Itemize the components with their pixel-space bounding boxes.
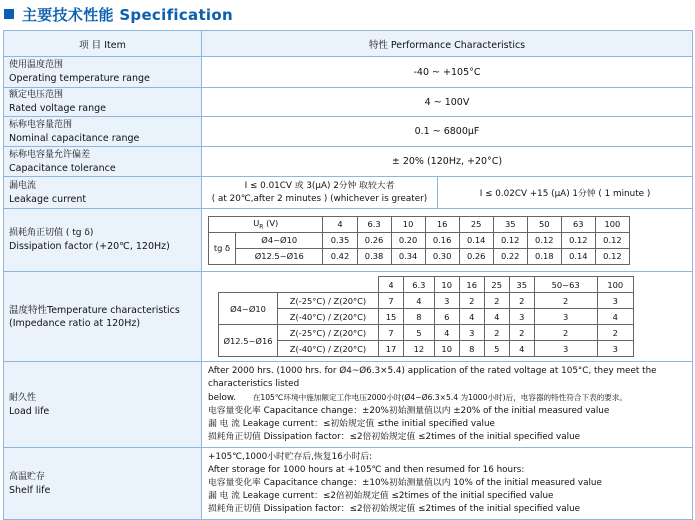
df-cell: 0.12	[527, 232, 561, 248]
voltage-cell: 16	[459, 277, 484, 293]
z-cell: 2	[459, 293, 484, 309]
row-label: 耐久性 Load life	[4, 362, 202, 448]
z-cell: 2	[534, 325, 597, 341]
header-performance: 特性 Performance Characteristics	[202, 31, 693, 57]
table-row	[219, 293, 634, 309]
size-cell: Ø4~Ø10	[219, 293, 278, 325]
z-cell: 3	[459, 325, 484, 341]
z-cell: 6	[434, 309, 459, 325]
z-cell: 4	[459, 309, 484, 325]
voltage-cell: 63	[561, 216, 595, 232]
voltage-cell: 35	[509, 277, 534, 293]
temperature-row	[4, 272, 693, 362]
table-header-row	[4, 31, 693, 57]
df-cell: 0.14	[459, 232, 493, 248]
row-label: 高温贮存 Shelf life	[4, 448, 202, 520]
df-cell: 0.12	[595, 232, 629, 248]
row-value: 0.1 ~ 6800μF	[202, 117, 693, 147]
section-header	[4, 3, 233, 25]
z-cell: 12	[404, 341, 435, 357]
dissipation-row	[4, 209, 693, 272]
table-row	[4, 117, 693, 147]
voltage-cell: 35	[493, 216, 527, 232]
df-cell: 0.12	[595, 248, 629, 264]
df-cell: 0.26	[459, 248, 493, 264]
z-cell: 3	[534, 309, 597, 325]
dissipation-table	[208, 216, 630, 265]
voltage-cell: 6.3	[404, 277, 435, 293]
z-cell: 2	[534, 293, 597, 309]
df-cell: 0.34	[391, 248, 425, 264]
voltage-cell: 100	[597, 277, 633, 293]
voltage-cell: 25	[484, 277, 509, 293]
df-cell: 0.42	[323, 248, 357, 264]
row-label: 标称电容量范围 Nominal capacitance range	[4, 117, 202, 147]
ratio-cell: Z(-25°C) / Z(20°C)	[278, 293, 379, 309]
df-cell: 0.30	[425, 248, 459, 264]
voltage-cell: 16	[425, 216, 459, 232]
df-cell: 0.14	[561, 248, 595, 264]
load-life-text: After 2000 hrs. (1000 hrs. for Ø4~Ø6.3×5.4) application of the rated voltage at 105°C, they meet the characteristics listed below. 在105℃环境中施加额定工作电压2000小时(Ø4~Ø6.3×5.4 为1000小时)后，电容器的特性符合下表的要求。 电容量变化率 Capacitance change：±20%初始测量值以内 ±20% of the initial measured value 漏 电 流 Leakage current：≤初始规定值 ≤the initial specified value 损耗角正切值 Dissipation factor：≤2倍初始规定值 ≤2times of the initial specified value	[208, 366, 657, 442]
leakage-row	[4, 177, 693, 209]
row-value: -40 ~ +105°C	[202, 57, 693, 88]
z-cell: 4	[404, 293, 435, 309]
table-row	[209, 216, 630, 232]
shelf-life-text: +105℃,1000小时贮存后,恢复16小时后: After storage for 1000 hours at +105℃ and then resumed for 16 hours: 电容量变化率 Capacitance change：±10%初始测量值以内 10% of the initial measured value 漏 电 流 Leakage current：≤2倍初始规定值 ≤2times of the initial specified value 损耗角正切值 Dissipation factor：≤2倍初始规定值 ≤2times of the initial specified value	[208, 452, 602, 514]
z-cell: 2	[484, 293, 509, 309]
table-row	[209, 248, 630, 264]
header-item: 项 目 Item	[4, 31, 202, 57]
z-cell: 17	[379, 341, 404, 357]
z-cell: 5	[404, 325, 435, 341]
z-cell: 3	[597, 341, 633, 357]
row-value: ± 20% (120Hz, +20°C)	[202, 147, 693, 177]
z-cell: 2	[509, 325, 534, 341]
voltage-cell: 4	[379, 277, 404, 293]
table-row	[219, 309, 634, 325]
ratio-cell: Z(-40°C) / Z(20°C)	[278, 341, 379, 357]
size-cell: Ø4~Ø10	[236, 232, 323, 248]
voltage-cell: 100	[595, 216, 629, 232]
df-cell: 0.38	[357, 248, 391, 264]
z-cell: 15	[379, 309, 404, 325]
table-row	[209, 232, 630, 248]
voltage-cell: 10	[391, 216, 425, 232]
voltage-cell: 25	[459, 216, 493, 232]
page-title: 主要技术性能 Specification	[22, 5, 233, 24]
z-cell: 2	[484, 325, 509, 341]
row-label: 标称电容量允许偏差 Capacitance tolerance	[4, 147, 202, 177]
ur-header: $U_R$ (V)	[209, 216, 323, 232]
load-life-row	[4, 362, 693, 448]
df-cell: 0.20	[391, 232, 425, 248]
impedance-table	[218, 276, 634, 357]
z-cell: 8	[404, 309, 435, 325]
row-label: 损耗角正切值 ( tg δ) Dissipation factor (+20℃, 120Hz)	[4, 209, 202, 272]
z-cell: 3	[434, 293, 459, 309]
table-row	[219, 277, 634, 293]
df-cell: 0.12	[493, 232, 527, 248]
voltage-cell: 10	[434, 277, 459, 293]
z-cell: 3	[534, 341, 597, 357]
spec-table	[3, 30, 693, 520]
z-cell: 3	[509, 309, 534, 325]
table-row	[4, 88, 693, 117]
leakage-right: I ≤ 0.02CV +15 (μA) 1分钟 ( 1 minute )	[479, 189, 651, 199]
z-cell: 5	[484, 341, 509, 357]
z-cell: 10	[434, 341, 459, 357]
z-cell: 2	[597, 325, 633, 341]
leakage-left: I ≤ 0.01CV 或 3(μA) 2分钟 取较大者 ( at 20℃,after 2 minutes ) (whichever is greater)	[202, 177, 438, 208]
row-label: 漏电流 Leakage current	[4, 177, 202, 209]
z-cell: 4	[434, 325, 459, 341]
z-cell: 4	[509, 341, 534, 357]
voltage-cell: 4	[323, 216, 357, 232]
table-row	[219, 341, 634, 357]
z-cell: 2	[509, 293, 534, 309]
table-row	[219, 325, 634, 341]
row-label: 额定电压范围 Rated voltage range	[4, 88, 202, 117]
z-cell: 4	[484, 309, 509, 325]
header-square-icon	[4, 9, 14, 19]
row-label: 使用温度范围 Operating temperature range	[4, 57, 202, 88]
df-cell: 0.22	[493, 248, 527, 264]
ratio-cell: Z(-25°C) / Z(20°C)	[278, 325, 379, 341]
df-cell: 0.16	[425, 232, 459, 248]
df-cell: 0.26	[357, 232, 391, 248]
shelf-life-row	[4, 448, 693, 520]
z-cell: 4	[597, 309, 633, 325]
z-cell: 8	[459, 341, 484, 357]
ratio-cell: Z(-40°C) / Z(20°C)	[278, 309, 379, 325]
df-cell: 0.12	[561, 232, 595, 248]
size-cell: Ø12.5~Ø16	[236, 248, 323, 264]
df-cell: 0.18	[527, 248, 561, 264]
row-label: 温度特性Temperature characteristics (Impedance ratio at 120Hz)	[4, 272, 202, 362]
tg-label: tg δ	[209, 232, 236, 264]
table-row	[4, 57, 693, 88]
z-cell: 7	[379, 293, 404, 309]
z-cell: 7	[379, 325, 404, 341]
voltage-cell: 6.3	[357, 216, 391, 232]
table-row	[4, 147, 693, 177]
voltage-cell: 50	[527, 216, 561, 232]
df-cell: 0.35	[323, 232, 357, 248]
size-cell: Ø12.5~Ø16	[219, 325, 278, 357]
row-value: 4 ~ 100V	[202, 88, 693, 117]
z-cell: 3	[597, 293, 633, 309]
voltage-cell: 50~63	[534, 277, 597, 293]
